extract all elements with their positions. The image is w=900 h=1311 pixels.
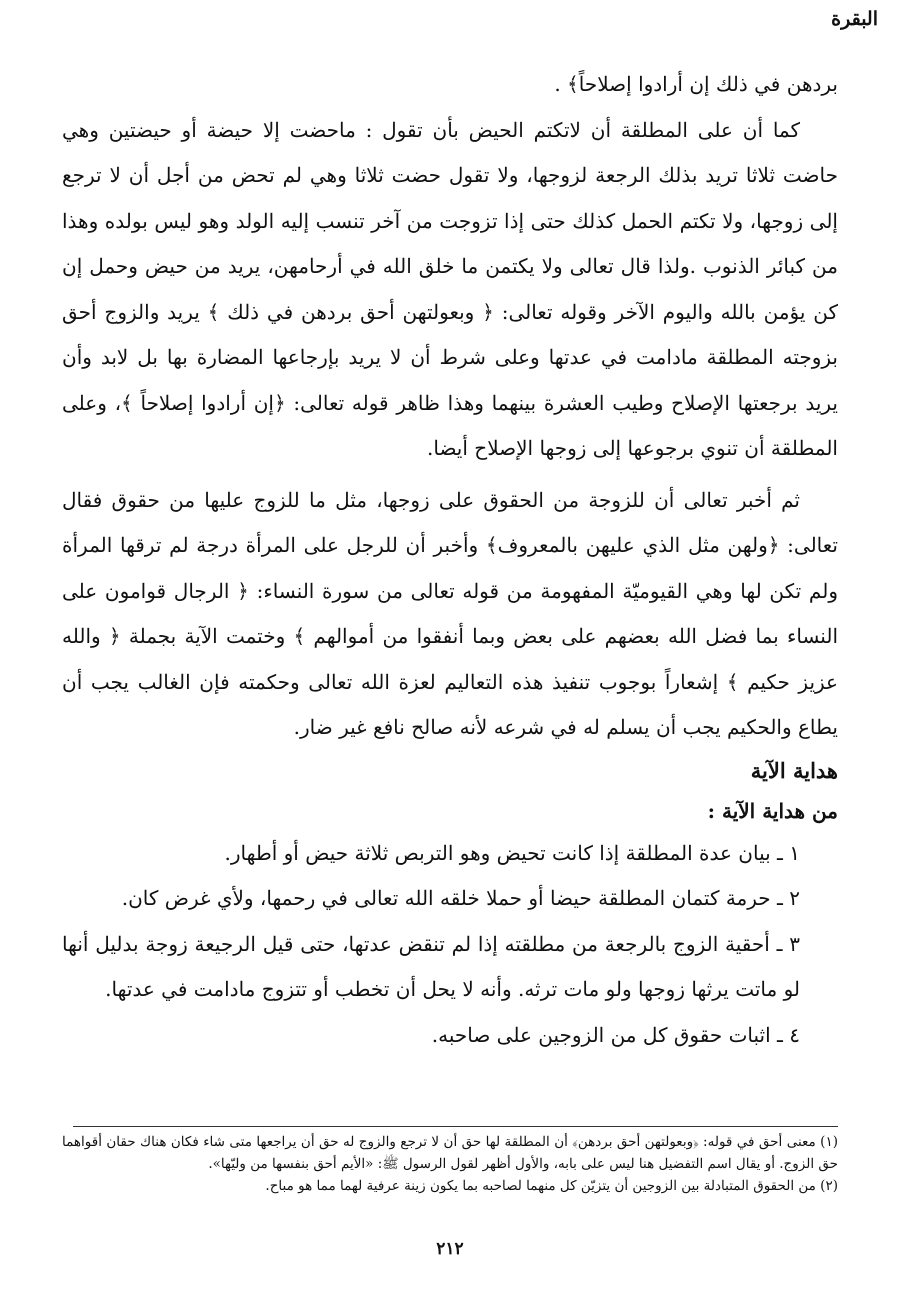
footnote-2: (٢) من الحقوق المتبادلة بين الزوجين أن يتزيّن كل منهما لصاحبه بما يكون زينة عرفية لهما مما هو مباح.: [265, 1178, 838, 1194]
running-header: البقرة: [831, 8, 878, 30]
lesson-item-3: ٣ ـ أحقية الزوج بالرجعة من مطلقته إذا لم تنقض عدتها، حتى قيل الرجيعة زوجة بدليل أنها لو ماتت يرثها زوجها ولو مات ترثه. وأنه لا يحل أن تخطب أو تتزوج مادامت في عدتها.: [62, 931, 800, 1001]
paragraph-1: بردهن في ذلك إن أرادوا إصلاحاً﴾ .: [554, 72, 838, 96]
page-number: ٢١٢: [436, 1239, 464, 1259]
paragraph-3: ثم أخبر تعالى أن للزوجة من الحقوق على زوجها، مثل ما للزوج عليها من حقوق فقال تعالى: ﴿ولهن مثل الذي عليهن بالمعروف﴾ وأخبر أن للرجل على المرأة درجة لم ترقها المرأة ولم تكن لها وهي القيوميّة المفهومة من قوله تعالى من سورة النساء: ﴿ الرجال قوامون على النساء بما فضل الله بعضهم على بعض وبما أنفقوا من أموالهم ﴾ وختمت الآية بجملة ﴿ والله عزيز حكيم ﴾ إشعاراً بوجوب تنفيذ هذه التعاليم لعزة الله تعالى وحكمته فإن الغالب يجب أن يطاع والحكيم يجب أن يسلم له في شرعه لأنه صالح نافع غير ضار.: [62, 487, 838, 739]
lesson-item-2: ٢ ـ حرمة كتمان المطلقة حيضا أو حملا خلقه الله تعالى في رحمها، ولأي غرض كان.: [121, 886, 800, 910]
footnotes: [62, 1131, 838, 1197]
section-title: هداية الآية: [750, 757, 838, 783]
lesson-item-4: ٤ ـ اثبات حقوق كل من الزوجين على صاحبه.: [431, 1022, 800, 1047]
section-lead: من هداية الآية :: [707, 798, 838, 823]
footnote-divider: [73, 1126, 838, 1127]
footnote-1: (١) معنى أحق في قوله: ﴿وبعولتهن أحق بردهن﴾ أن المطلقة لها حق أن لا ترجع والزوج له حق أن يراجعها متى شاء فكان هناك حقان أقواهما حق الزوج. أو يقال اسم التفضيل هنا ليس على بابه، والأول أظهر لقول الرسول ﷺ: «الأيم أحق بنفسها من وليّها».: [62, 1134, 838, 1172]
paragraph-2: كما أن على المطلقة أن لاتكتم الحيض بأن تقول : ماحضت إلا حيضة أو حيضتين وهي حاضت ثلاثا تريد بذلك الرجعة لزوجها، ولا تقول حضت ثلاثا وهي لم تحض من أجل أن لا ترجع إلى زوجها، ولا تكتم الحمل كذلك حتى إذا تزوجت من آخر تنسب إليه الولد وهو ليس بولده وهذا من كبائر الذنوب .ولذا قال تعالى ولا يكتمن ما خلق الله في أرحامهن، يريد من حيض وحمل إن كن يؤمن بالله واليوم الآخر وقوله تعالى: ﴿ وبعولتهن أحق بردهن في ذلك ﴾ يريد والزوج أحق بزوجته المطلقة مادامت في عدتها وعلى شرط أن لا يريد بإرجاعها المضارة بها بل لابد وأن يريد برجعتها الإصلاح وطيب العشرة بينهما وهذا ظاهر قوله تعالى: ﴿إن أرادوا إصلاحاً ﴾، وعلى المطلقة أن تنوي برجوعها إلى زوجها الإصلاح أيضا.: [62, 117, 838, 460]
lessons-list: [62, 831, 838, 1059]
main-text: [62, 62, 838, 1058]
lesson-item-1: ١ ـ بيان عدة المطلقة إذا كانت تحيض وهو التربص ثلاثة حيض أو أطهار.: [224, 840, 800, 865]
